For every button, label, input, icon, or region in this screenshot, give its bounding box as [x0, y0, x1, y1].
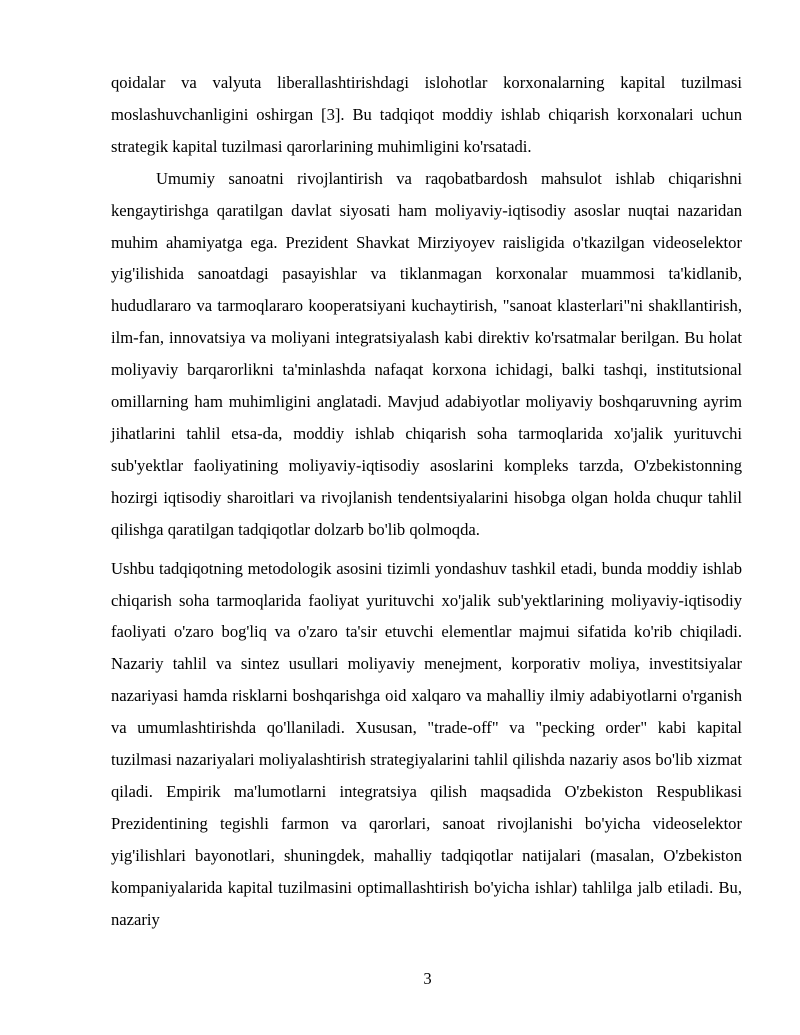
- document-body: [111, 67, 742, 935]
- page-number: 3: [423, 969, 432, 988]
- paragraph-continuation: qoidalar va valyuta liberallashtirishdagi islohotlar korxonalarning kapital tuzilmasi moslashuvchanligini oshirgan [3]. Bu tadqiqot moddiy ishlab chiqarish korxonalari uchun strategik kapital tuzilmasi qarorlarining muhimligini ko'rsatadi.: [111, 73, 742, 156]
- paragraph-industrial-policy: Umumiy sanoatni rivojlantirish va raqobatbardosh mahsulot ishlab chiqarishni kengaytirishga qaratilgan davlat siyosati ham moliyaviy-iqtisodiy asoslar nuqtai nazaridan muhim ahamiyatga ega. Prezident Shavkat Mirziyoyev raisligida o'tkazilgan videoselektor yig'ilishida sanoatdagi pasayishlar va tiklanmagan korxonalar muammosi ta'kidlanib, hududlararo va tarmoqlararo kooperatsiyani kuchaytirish, "sanoat klasterlari"ni shakllantirish, ilm-fan, innovatsiya va moliyani integratsiyalash kabi direktiv ko'rsatmalar berilgan. Bu holat moliyaviy barqarorlikni ta'minlashda nafaqat korxona ichidagi, balki tashqi, institutsional omillarning ham muhimligini anglatadi. Mavjud adabiyotlar moliyaviy boshqaruvning ayrim jihatlarini tahlil etsa-da, moddiy ishlab chiqarish soha tarmoqlarida xo'jalik yurituvchi sub'yektlar faoliyatining moliyaviy-iqtisodiy asoslarini kompleks tarzda, O'zbekistonning hozirgi iqtisodiy sharoitlari va rivojlanish tendentsiyalarini hisobga olgan holda chuqur tahlil qilishga qaratilgan tadqiqotlar dolzarb bo'lib qolmoqda.: [111, 168, 742, 539]
- paragraph-methodology: Ushbu tadqiqotning metodologik asosini tizimli yondashuv tashkil etadi, bunda moddiy ishlab chiqarish soha tarmoqlarida faoliyat yurituvchi xo'jalik sub'yektlarining moliyaviy-iqtisodiy faoliyati o'zaro bog'liq va o'zaro ta'sir etuvchi elementlar majmui sifatida ko'rib chiqiladi. Nazariy tahlil va sintez usullari moliyaviy menejment, korporativ moliya, investitsiyalar nazariyasi hamda risklarni boshqarishga oid xalqaro va mahalliy ilmiy adabiyotlarni o'rganish va umumlashtirishda qo'llaniladi. Xususan, "trade-off" va "pecking order" kabi kapital tuzilmasi nazariyalari moliyalashtirish strategiyalarini tahlil qilishda nazariy asos bo'lib xizmat qiladi. Empirik ma'lumotlarni integratsiya qilish maqsadida O'zbekiston Respublikasi Prezidentining tegishli farmon va qarorlari, sanoat rivojlanishi bo'yicha videoselektor yig'ilishlari bayonotlari, shuningdek, mahalliy tadqiqotlar natijalari (masalan, O'zbekiston kompaniyalarida kapital tuzilmasini optimallashtirish bo'yicha ishlar) tahlilga jalb etiladi. Bu, nazariy: [111, 558, 742, 929]
